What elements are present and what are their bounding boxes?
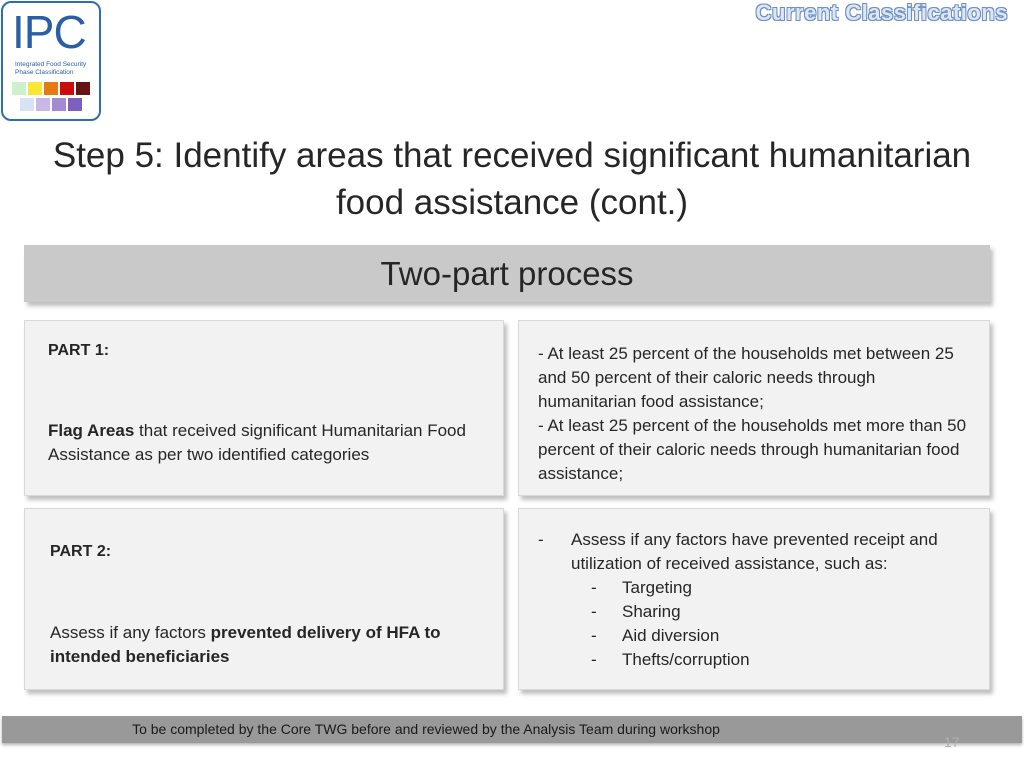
slide-title [10,132,1014,226]
slide-title-line1: Step 5: Identify areas that received significant humanitarian [52,136,972,175]
logo-subtitle-line1: Integrated Food Security [15,61,87,68]
part2-description-bold: prevented delivery of HFA to intended beneficiaries [50,623,441,666]
page-number: 17 [944,734,960,750]
process-banner [24,245,990,302]
part2-lead-text: Assess if any factors have prevented receipt and utilization of received assistance, such as: [571,530,938,573]
part2-label: PART 2: [50,543,112,560]
logo-subtitle-line2: Phase Classification [15,68,74,76]
factor-dash: - [591,626,597,645]
part1-description-bold: Flag Areas [48,421,135,440]
factor-item: Thefts/corruption [622,650,750,669]
part1-criterion-2: - At least 25 percent of the households met more than 50 percent of their caloric needs through humanitarian food assistance; [538,416,967,483]
logo-swatch [76,82,90,95]
part2-description [50,621,470,669]
factor-item: Aid diversion [622,626,720,645]
factor-dash: - [591,578,597,597]
logo-swatch [60,82,74,95]
part1-criteria-box [518,320,990,496]
factor-dash: - [591,650,597,669]
factor-item: Targeting [622,578,692,597]
part1-label: PART 1: [48,342,110,359]
part1-criteria [538,342,978,486]
logo-swatch [12,82,26,95]
factor-item: Sharing [622,602,681,621]
ipc-logo [1,1,101,121]
factor-dash: - [591,602,597,621]
part2-lead-dash: - [538,530,544,549]
logo-text: IPC [12,6,86,58]
slide-title-line2: food assistance (cont.) [335,183,689,222]
part1-description-rest: that received significant Humanitarian Food Assistance as per two identified categories [48,421,466,464]
part2-box [24,508,504,690]
footer-bar [2,716,1022,743]
logo-swatch [20,98,34,111]
logo-subtitle [15,61,99,76]
part1-box [24,320,504,496]
part1-criterion-1: - At least 25 percent of the households met between 25 and 50 percent of their caloric needs through humanitarian food assistance; [538,344,954,411]
logo-swatch [28,82,42,95]
logo-swatch [44,82,58,95]
logo-swatch [52,98,66,111]
logo-swatch [68,98,82,111]
part2-factors-box [518,508,990,690]
part2-description-normal: Assess if any factors [50,623,211,642]
process-banner-text: Two-part process [380,255,634,292]
logo-swatch [36,98,50,111]
section-tag: Current Classifications [755,0,1008,25]
part1-description [48,419,468,467]
footer-text: To be completed by the Core TWG before and reviewed by the Analysis Team during workshop [132,721,720,737]
